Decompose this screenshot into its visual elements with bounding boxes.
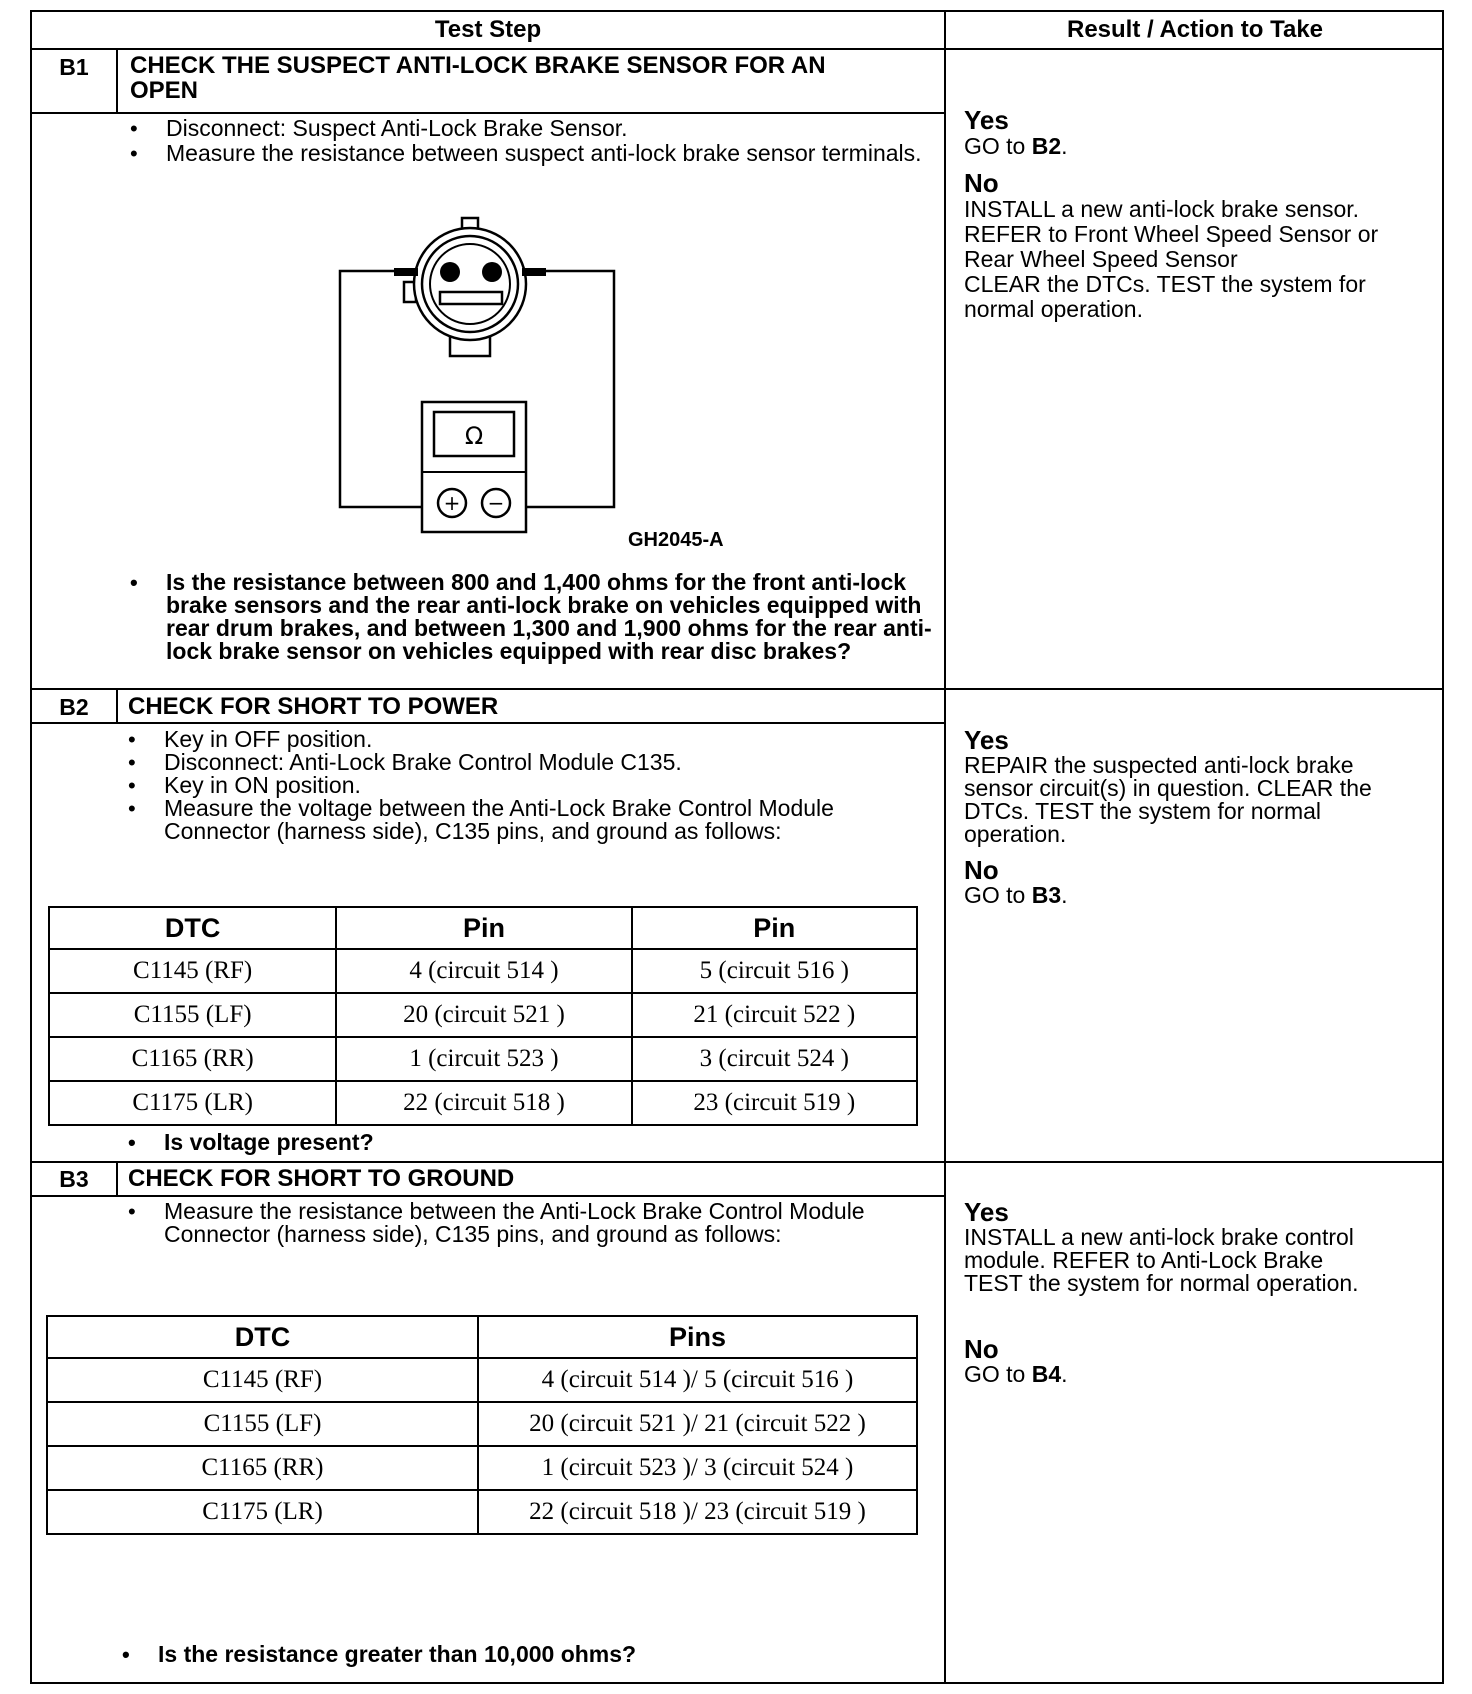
b3-pin-table [46,1315,918,1535]
step-id-divider [116,690,118,722]
column-divider [944,12,946,1684]
b1-bullet-1: • Disconnect: Suspect Anti-Lock Brake Sensor. [126,116,926,141]
b2-instructions [124,728,904,843]
table-row [47,1402,917,1446]
table-header: Pins [478,1316,917,1358]
table-cell: 1 (circuit 523 ) [336,1037,631,1081]
step-id-b3: B3 [59,1166,89,1192]
b2-question [124,1130,904,1155]
plus-terminal-label: + [443,491,461,515]
b2-no-action [964,884,1464,907]
table-header: DTC [49,907,336,949]
minus-terminal-label: − [487,491,505,515]
b3-question-text: • Is the resistance greater than 10,000 ohms? [118,1642,918,1667]
table-row [47,1490,917,1534]
table-row [47,1358,917,1402]
header-test-step: Test Step [434,16,542,43]
b1-bullet-2: • Measure the resistance between suspect anti-lock brake sensor terminals. [126,141,926,166]
table-row [49,1037,917,1081]
table-cell: 22 (circuit 518 )/ 23 (circuit 519 ) [478,1490,917,1534]
test-step-table [30,10,1444,1684]
b2-bullet-3: • Key in ON position. [124,774,904,797]
table-header: Pin [632,907,917,949]
step-id-b2: B2 [59,694,89,720]
b3-bullet-1: • Measure the resistance between the Anti-Lock Brake Control Module Connector (harness side), C135 pins, and ground as follows: [124,1200,904,1246]
table-header: DTC [47,1316,478,1358]
header-result-action: Result / Action to Take [1066,16,1324,43]
b2-yes-line-2: sensor circuit(s) in question. CLEAR the [964,775,1372,801]
b3-result [964,1198,1464,1386]
b3-yes-line-2: module. REFER to Anti-Lock Brake [964,1247,1324,1273]
sensor-measurement-diagram [332,212,652,592]
b1-no-line-3: Rear Wheel Speed Sensor [964,246,1238,272]
b3-yes-line-1: INSTALL a new anti-lock brake control [964,1224,1354,1250]
b3-question [118,1642,918,1667]
table-header: Pin [336,907,631,949]
b2-pin-table [48,906,918,1126]
b2-no-suffix: . [1061,882,1068,908]
b3-no-target: B4 [1031,1361,1062,1387]
b2-bullet-2: • Disconnect: Anti-Lock Brake Control Module C135. [124,751,904,774]
table-cell: 1 (circuit 523 )/ 3 (circuit 524 ) [478,1446,917,1490]
b1-yes-suffix: . [1061,133,1068,159]
b1-no-line-4: CLEAR the DTCs. TEST the system for [964,271,1366,297]
table-cell: 20 (circuit 521 )/ 21 (circuit 522 ) [478,1402,917,1446]
b2-yes-label: Yes [964,725,1009,755]
step-title-divider [32,1195,944,1197]
b3-yes-label: Yes [964,1197,1009,1227]
b3-no-label: No [964,1334,999,1364]
b1-no-line-2: REFER to Front Wheel Speed Sensor or [964,221,1379,247]
b1-question-text: • Is the resistance between 800 and 1,400 ohms for the front anti-lock brake sensors and the rear anti-lock brake on vehicles equipped with rear drum brakes, and between 1,300 and 1,900 ohms for the rear anti-lock brake sensor on vehicles equipped with rear disc brakes? [126,571,936,663]
table-row [47,1446,917,1490]
b2-yes-line-3: DTCs. TEST the system for normal [964,798,1322,824]
step-id-divider [116,50,118,112]
b1-no-line-1: INSTALL a new anti-lock brake sensor. [964,196,1360,222]
table-row [49,993,917,1037]
step-id-b1: B1 [59,54,89,80]
table-cell: 4 (circuit 514 )/ 5 (circuit 516 ) [478,1358,917,1402]
table-cell: C1175 (LR) [47,1490,478,1534]
b2-no-prefix: GO to [964,882,1032,908]
table-cell: 20 (circuit 521 ) [336,993,631,1037]
b2-yes-line-1: REPAIR the suspected anti-lock brake [964,752,1354,778]
step-id-divider [116,1163,118,1195]
ohmmeter-icon [422,402,526,532]
b2-bullet-4: • Measure the voltage between the Anti-Lock Brake Control Module Connector (harness side), C135 pins, and ground as follows: [124,797,904,843]
b1-result [964,106,1464,322]
b2-no-target: B3 [1031,882,1062,908]
table-cell: 5 (circuit 516 ) [632,949,917,993]
b3-no-prefix: GO to [964,1361,1032,1387]
b1-no-line-5: normal operation. [964,296,1143,322]
b2-question-text: • Is voltage present? [124,1130,904,1155]
table-row [49,949,917,993]
sensor-connector-icon [394,218,546,356]
b2-result [964,726,1464,907]
ohm-symbol: Ω [464,422,484,450]
b3-no-suffix: . [1061,1361,1068,1387]
b3-yes-line-3: TEST the system for normal operation. [964,1270,1359,1296]
b2-bullet-1: • Key in OFF position. [124,728,904,751]
b1-no-label: No [964,168,999,198]
step-title-divider [32,722,944,724]
header-divider [32,48,1444,50]
figure-caption: GH2045-A [628,529,724,551]
b1-yes-prefix: GO to [964,133,1032,159]
b3-no-action [964,1363,1464,1386]
table-cell: C1165 (RR) [49,1037,336,1081]
step-title-b1: CHECK THE SUSPECT ANTI-LOCK BRAKE SENSOR FOR AN OPEN [130,52,826,104]
step-title-b2: CHECK FOR SHORT TO POWER [128,693,499,720]
b1-question [126,571,936,663]
step-title-divider [32,112,944,114]
table-cell: C1145 (RF) [47,1358,478,1402]
b2-no-label: No [964,855,999,885]
b3-instructions [124,1200,904,1246]
table-cell: 23 (circuit 519 ) [632,1081,917,1125]
table-cell: 21 (circuit 522 ) [632,993,917,1037]
step-title-b3: CHECK FOR SHORT TO GROUND [128,1165,515,1192]
b1-instructions [126,116,926,166]
table-row [49,1081,917,1125]
section-divider-b2 [32,1161,1444,1163]
section-divider-b1 [32,688,1444,690]
b1-yes-label: Yes [964,105,1009,135]
table-cell: 4 (circuit 514 ) [336,949,631,993]
table-cell: C1145 (RF) [49,949,336,993]
table-cell: 3 (circuit 524 ) [632,1037,917,1081]
b1-yes-action [964,134,1464,159]
table-cell: C1155 (LF) [49,993,336,1037]
table-cell: C1165 (RR) [47,1446,478,1490]
table-cell: C1155 (LF) [47,1402,478,1446]
b1-yes-target: B2 [1031,133,1062,159]
b2-yes-line-4: operation. [964,821,1067,847]
table-cell: C1175 (LR) [49,1081,336,1125]
table-cell: 22 (circuit 518 ) [336,1081,631,1125]
